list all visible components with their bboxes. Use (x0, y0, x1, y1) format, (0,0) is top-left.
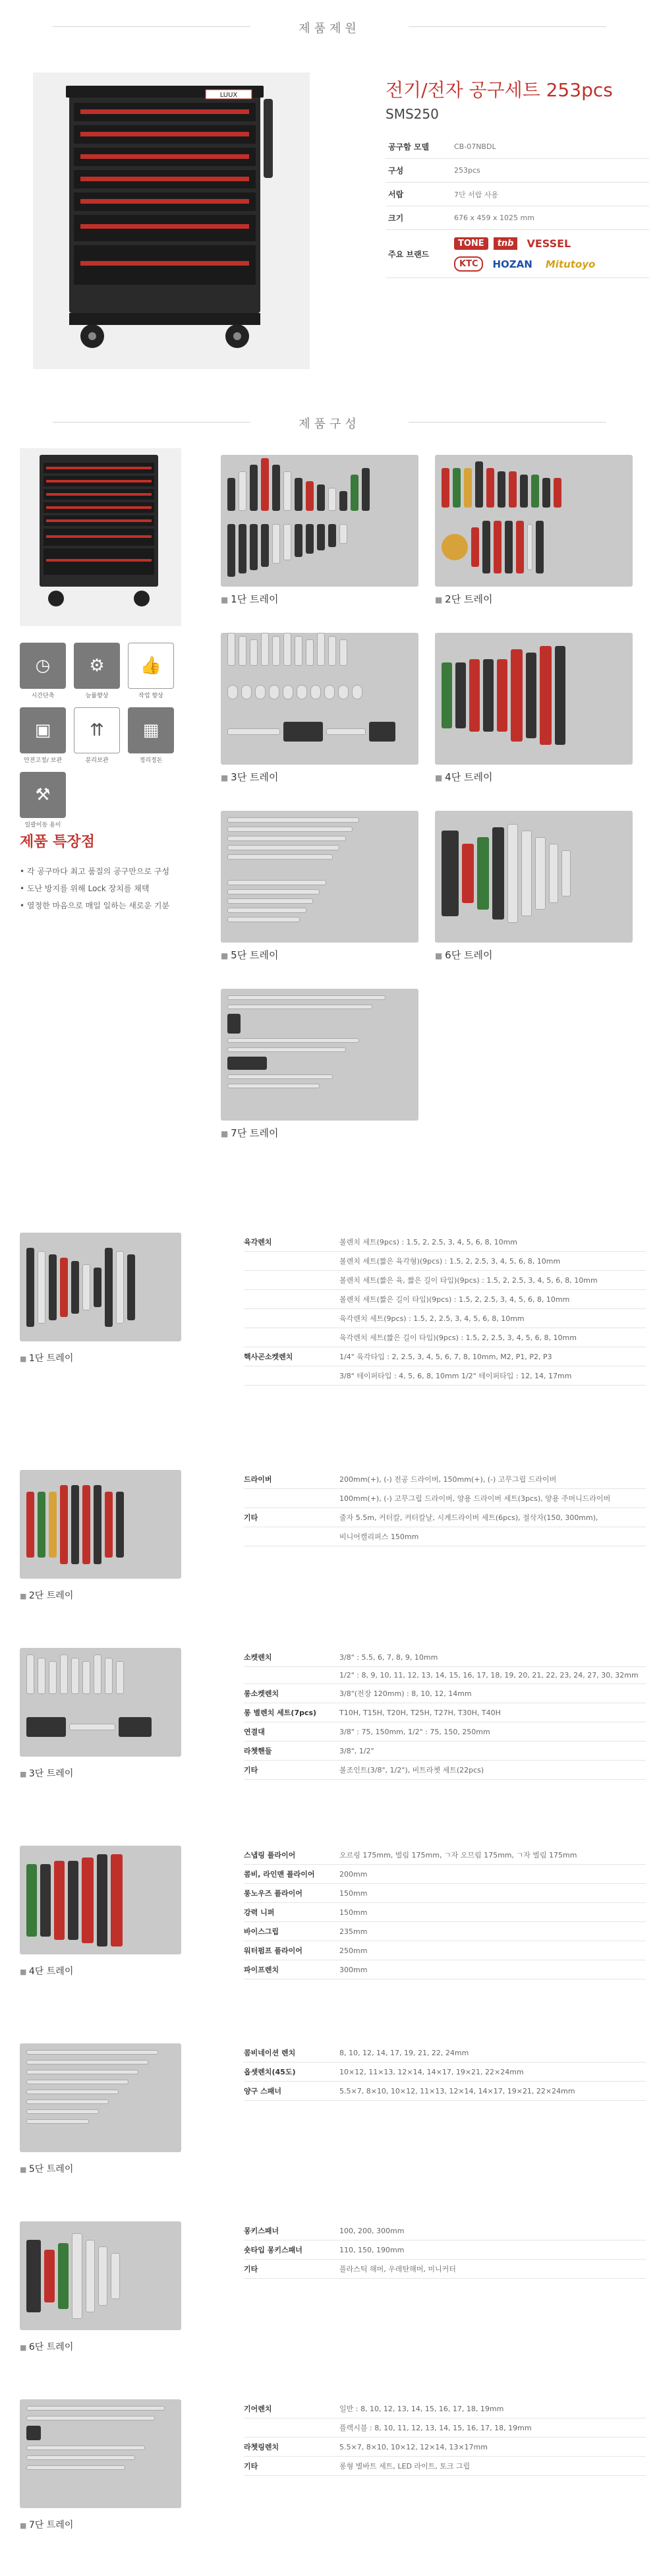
icon-label: 능률향상 (85, 693, 109, 699)
detail-value: 8, 10, 12, 14, 17, 19, 21, 22, 24mm (339, 2048, 469, 2057)
detail-key (244, 2424, 339, 2432)
tray-detail-image (20, 1233, 181, 1341)
detail-row (244, 2063, 646, 2082)
tray-caption: ■ 3단 트레이 (221, 770, 418, 784)
spec-key: 서랍 (386, 183, 451, 206)
feature-icon-item (20, 643, 66, 699)
tray-detail-caption: ■ 5단 트레이 (20, 2162, 73, 2175)
detail-key: 기어렌치 (244, 2405, 272, 2413)
spec-key: 공구함 모델 (386, 135, 451, 159)
brand-logo-tone: TONE (454, 237, 488, 250)
tray-caption: ■ 4단 트레이 (435, 770, 633, 784)
detail-row (244, 1761, 646, 1780)
detail-key: 콤비네이션 렌치 (244, 2049, 296, 2057)
tray-card-7 (221, 989, 418, 1140)
brand-logo-mitutoyo: Mitutoyo (545, 258, 596, 270)
detail-key: 롱소켓렌치 (244, 1689, 279, 1698)
icon-label: 분리보관 (85, 757, 109, 764)
tray-detail-caption: ■ 4단 트레이 (20, 1964, 73, 1977)
detail-row (244, 1884, 646, 1903)
features-block (20, 831, 191, 914)
detail-key: 드라이버 (244, 1475, 272, 1484)
detail-value: 5.5×7, 8×10, 10×12, 12×14, 13×17mm (339, 2442, 488, 2451)
features-list (20, 863, 191, 914)
detail-row (244, 2221, 646, 2240)
detail-row (244, 2043, 646, 2063)
detail-key (244, 1533, 339, 1540)
tray-detail-table (244, 1648, 646, 1780)
cabinet-thumbnail (20, 448, 181, 626)
detail-row (244, 1865, 646, 1884)
spec-row-brands (386, 230, 649, 278)
tray-detail-caption: ■ 3단 트레이 (20, 1767, 73, 1780)
detail-row (244, 1903, 646, 1922)
tool-cabinet-illustration (33, 73, 310, 369)
detail-key: 워터펌프 플라이어 (244, 1947, 302, 1955)
detail-value: 볼렌치 세트(짧은 길이 타입)(9pcs) : 1.5, 2, 2.5, 3, 4, 5, 6, 8, 10mm (339, 1295, 570, 1304)
detail-row (244, 1684, 646, 1703)
tray-caption: ■ 5단 트레이 (221, 948, 418, 962)
detail-key: 라쳇링렌치 (244, 2443, 279, 2451)
detail-row (244, 1703, 646, 1722)
detail-key: 콤비, 라인맨 플라이어 (244, 1870, 315, 1879)
detail-value: 1/2" : 8, 9, 10, 11, 12, 13, 14, 15, 16, 17, 18, 19, 20, 21, 22, 23, 24, 27, 30, 32mm (339, 1671, 639, 1680)
detail-value: 3/8", 1/2" (339, 1746, 374, 1755)
tray-detail-image (20, 2043, 181, 2152)
detail-value: 육각렌치 세트(9pcs) : 1.5, 2, 2.5, 3, 4, 5, 6, 8, 10mm (339, 1314, 525, 1323)
detail-value: 볼렌치 세트(9pcs) : 1.5, 2, 2.5, 3, 4, 5, 6, 8, 10mm (339, 1238, 518, 1246)
detail-key: 옵셋렌치(45도) (244, 2068, 296, 2076)
detail-row (244, 1508, 646, 1527)
detail-value: T10H, T15H, T20H, T25H, T27H, T30H, T40H (339, 1708, 501, 1717)
detail-key: 육각렌치 (244, 1238, 272, 1246)
feature-icon-item (20, 772, 66, 829)
detail-row (244, 2438, 646, 2457)
tray-detail-caption: ■ 1단 트레이 (20, 1351, 73, 1364)
detail-value: 5.5×7, 8×10, 10×12, 11×13, 12×14, 14×17, 19×21, 22×24mm (339, 2086, 575, 2095)
brand-logos (451, 230, 649, 278)
detail-key (244, 1295, 339, 1303)
detail-row (244, 1233, 646, 1252)
detail-key (244, 1276, 339, 1284)
tray-detail-table (244, 1846, 646, 1979)
detail-row (244, 1347, 646, 1366)
detail-key: 바이스그립 (244, 1927, 279, 1936)
tray-detail-image (20, 1470, 181, 1579)
detail-value: 플라스틱 해머, 우레탄해머, 미니커터 (339, 2265, 456, 2273)
detail-row (244, 1470, 646, 1489)
grid-icon: ▦ (128, 707, 174, 753)
tray-detail-image (20, 2399, 181, 2508)
feature-icon-item (20, 707, 66, 764)
spec-key: 주요 브랜드 (386, 230, 451, 278)
tray-caption: ■ 1단 트레이 (221, 592, 418, 606)
detail-value: 3/8"(전장 120mm) : 8, 10, 12, 14mm (339, 1689, 472, 1698)
detail-value: 3/8" : 75, 150mm, 1/2" : 75, 150, 250mm (339, 1727, 490, 1736)
divider (409, 422, 606, 423)
section-title: 제품제원 (299, 22, 360, 36)
detail-row (244, 2260, 646, 2279)
feature-icons (20, 643, 181, 829)
detail-key: 기타 (244, 1766, 258, 1774)
icon-label: 정리정돈 (139, 757, 163, 764)
detail-row (244, 1489, 646, 1508)
tray-detail-caption: ■ 2단 트레이 (20, 1589, 73, 1602)
spec-row (386, 159, 649, 183)
tray-detail-table (244, 2221, 646, 2279)
detail-row (244, 1742, 646, 1761)
product-model: SMS250 (386, 106, 439, 122)
detail-key: 소켓렌치 (244, 1653, 272, 1662)
tray-image (221, 811, 418, 943)
detail-row (244, 1722, 646, 1742)
detail-value: 3/8" 테이퍼타입 : 4, 5, 6, 8, 10mm 1/2" 테이퍼타입 : 12, 14, 17mm (339, 1372, 572, 1380)
detail-key (244, 1333, 339, 1341)
detail-value: 235mm (339, 1927, 368, 1936)
feature-icon-item (128, 643, 174, 699)
detail-value: 플렉시블 : 8, 10, 11, 12, 13, 14, 15, 16, 17, 18, 19mm (339, 2424, 532, 2432)
detail-value: 200mm (339, 1869, 368, 1879)
detail-key: 롱노우즈 플라이어 (244, 1889, 302, 1898)
detail-row (244, 1328, 646, 1347)
spec-row (386, 135, 649, 159)
detail-value: 200mm(+), (-) 전공 드라이버, 150mm(+), (-) 고무그립 드라이버 (339, 1475, 557, 1484)
brand-logo-ktc: KTC (454, 256, 483, 272)
detail-key: 강력 니퍼 (244, 1908, 275, 1917)
detail-key (244, 1257, 339, 1265)
product-info (386, 76, 649, 278)
divider (53, 26, 250, 27)
feature-icon-item (74, 707, 120, 764)
detail-row (244, 1290, 646, 1309)
spec-value: CB-07NBDL (451, 135, 649, 159)
detail-row (244, 1527, 646, 1546)
tray-detail-image (20, 1846, 181, 1954)
tray-detail-table (244, 1233, 646, 1386)
detail-row (244, 1271, 646, 1290)
icon-label: 작업 향상 (138, 693, 163, 699)
detail-key: 기타 (244, 1513, 258, 1522)
tray-detail-table (244, 1470, 646, 1546)
detail-value: 100mm(+), (-) 고무그립 드라이버, 양용 드라이버 세트(3pcs), 양용 주머니드라이버 (339, 1494, 611, 1503)
detail-value: 볼렌치 세트(짧은 육각형)(9pcs) : 1.5, 2, 2.5, 3, 4, 5, 6, 8, 10mm (339, 1257, 561, 1266)
detail-value: 3/8" : 5.5, 6, 7, 8, 9, 10mm (339, 1653, 438, 1662)
tray-image (221, 633, 418, 765)
storage-icon: ⇈ (74, 707, 120, 753)
tray-detail-image (20, 1648, 181, 1757)
tray-caption: ■ 7단 트레이 (221, 1126, 418, 1140)
svg-text:LUUX: LUUX (219, 92, 238, 99)
detail-row (244, 1960, 646, 1979)
detail-value: 볼렌치 세트(짧은 육, 짧은 길이 타입)(9pcs) : 1.5, 2, 2.5, 3, 4, 5, 6, 8, 10mm (339, 1276, 598, 1285)
detail-key: 스냅링 플라이어 (244, 1851, 296, 1859)
detail-key: 연결대 (244, 1728, 265, 1736)
thumbs-up-icon: 👍 (128, 643, 174, 689)
gear-icon: ⚙ (74, 643, 120, 689)
detail-value: 오르링 175mm, 벌림 175mm, ㄱ자 오므림 175mm, ㄱ자 벌림 175mm (339, 1851, 577, 1859)
tray-detail-table (244, 2399, 646, 2476)
detail-value: 일반 : 8, 10, 12, 13, 14, 15, 16, 17, 18, 19mm (339, 2405, 504, 2413)
spec-value: 253pcs (451, 159, 649, 183)
detail-row (244, 2418, 646, 2438)
tray-caption: ■ 2단 트레이 (435, 592, 633, 606)
detail-key (244, 1672, 339, 1680)
tray-card-4 (435, 633, 633, 784)
detail-value: 150mm (339, 1908, 368, 1917)
detail-value: 1/4" 육각타입 : 2, 2.5, 3, 4, 5, 6, 7, 8, 10mm, M2, P1, P2, P3 (339, 1353, 552, 1361)
brand-logo-vessel: VESSEL (527, 237, 571, 250)
divider (409, 26, 606, 27)
tray-image (435, 455, 633, 587)
section-header-composition (0, 409, 659, 435)
detail-row (244, 1941, 646, 1960)
detail-key: 롱 별렌치 세트(7pcs) (244, 1709, 317, 1717)
detail-key (244, 1314, 339, 1322)
brand-logo-hozan: HOZAN (492, 258, 532, 270)
tray-card-3 (221, 633, 418, 784)
clock-icon: ◷ (20, 643, 66, 689)
detail-value: 볼조인트(3/8", 1/2"), 비트라쳇 세트(22pcs) (339, 1766, 484, 1774)
detail-row (244, 1667, 646, 1684)
spec-row (386, 206, 649, 230)
features-title: 제품 특장점 (20, 834, 95, 850)
detail-row (244, 2240, 646, 2260)
detail-row (244, 1922, 646, 1941)
icon-label: 시간단축 (31, 693, 55, 699)
detail-key: 몽키스패너 (244, 2227, 279, 2235)
icon-label: 일괄이동 용이 (24, 822, 61, 829)
detail-key (244, 1494, 339, 1502)
detail-value: 롱형 별바트 세트, LED 라이트, 토크 그립 (339, 2462, 471, 2471)
product-title: 전기/전자 공구세트 253pcs (386, 79, 613, 101)
tray-detail-image (20, 2221, 181, 2330)
detail-key: 기타 (244, 2462, 258, 2471)
detail-value: 육각렌치 세트(짧은 길이 타입)(9pcs) : 1.5, 2, 2.5, 3, 4, 5, 6, 8, 10mm (339, 1333, 577, 1342)
detail-value: 150mm (339, 1888, 368, 1898)
spec-row (386, 183, 649, 206)
feature-icon-item (74, 643, 120, 699)
spec-key: 구성 (386, 159, 451, 183)
tray-image (435, 811, 633, 943)
detail-key: 핵사곤소켓렌치 (244, 1353, 293, 1361)
section-title: 제품구성 (299, 417, 360, 431)
detail-row (244, 1309, 646, 1328)
tray-image (221, 989, 418, 1121)
spec-key: 크기 (386, 206, 451, 230)
tray-card-1 (221, 455, 418, 606)
feature-item: • 열정한 마음으로 매일 일하는 새로운 기분 (20, 901, 170, 910)
detail-row (244, 1252, 646, 1271)
spec-value: 676 x 459 x 1025 mm (451, 206, 649, 230)
detail-value: 10×12, 11×13, 12×14, 14×17, 19×21, 22×24mm (339, 2067, 524, 2076)
feature-item: • 도난 방지를 위해 Lock 장치를 채택 (20, 884, 150, 893)
detail-row (244, 1846, 646, 1865)
detail-row (244, 2457, 646, 2476)
tray-caption: ■ 6단 트레이 (435, 948, 633, 962)
detail-value: 300mm (339, 1965, 368, 1974)
detail-key: 숏타입 몽키스패너 (244, 2246, 302, 2254)
detail-row (244, 1366, 646, 1386)
icon-label: 안전고정/ 보관 (23, 757, 63, 764)
detail-value: 110, 150, 190mm (339, 2245, 405, 2254)
tray-card-6 (435, 811, 633, 962)
detail-key: 기타 (244, 2265, 258, 2273)
detail-value: 100, 200, 300mm (339, 2226, 405, 2235)
detail-key: 라쳇핸들 (244, 1747, 272, 1755)
detail-key: 파이프렌치 (244, 1966, 279, 1974)
detail-value: 비니어캘리퍼스 150mm (339, 1533, 419, 1541)
brand-logo-tnb: tnb (494, 237, 518, 250)
tray-card-5 (221, 811, 418, 962)
detail-row (244, 2399, 646, 2418)
tray-card-2 (435, 455, 633, 606)
tray-image (221, 455, 418, 587)
tray-detail-table (244, 2043, 646, 2101)
safety-icon: ▣ (20, 707, 66, 753)
portable-icon: ⚒ (20, 772, 66, 818)
detail-key: 양구 스패너 (244, 2087, 281, 2095)
detail-value: 250mm (339, 1946, 368, 1955)
tray-detail-caption: ■ 6단 트레이 (20, 2340, 73, 2353)
tray-image (435, 633, 633, 765)
detail-value: 줄자 5.5m, 커터칼, 커터칼날, 시계드라이버 세트(6pcs), 절삭자(150, 300mm), (339, 1513, 598, 1522)
section-header-specs (0, 13, 659, 40)
feature-item: • 각 공구마다 최고 품질의 공구만으로 구성 (20, 867, 170, 876)
detail-key (244, 1372, 339, 1380)
feature-icon-item (128, 707, 174, 764)
detail-row (244, 2082, 646, 2101)
divider (53, 422, 250, 423)
spec-value: 7단 서랍 사용 (451, 183, 649, 206)
detail-row (244, 1648, 646, 1667)
product-hero-image (33, 73, 310, 369)
tray-detail-caption: ■ 7단 트레이 (20, 2518, 73, 2531)
spec-table (386, 135, 649, 278)
